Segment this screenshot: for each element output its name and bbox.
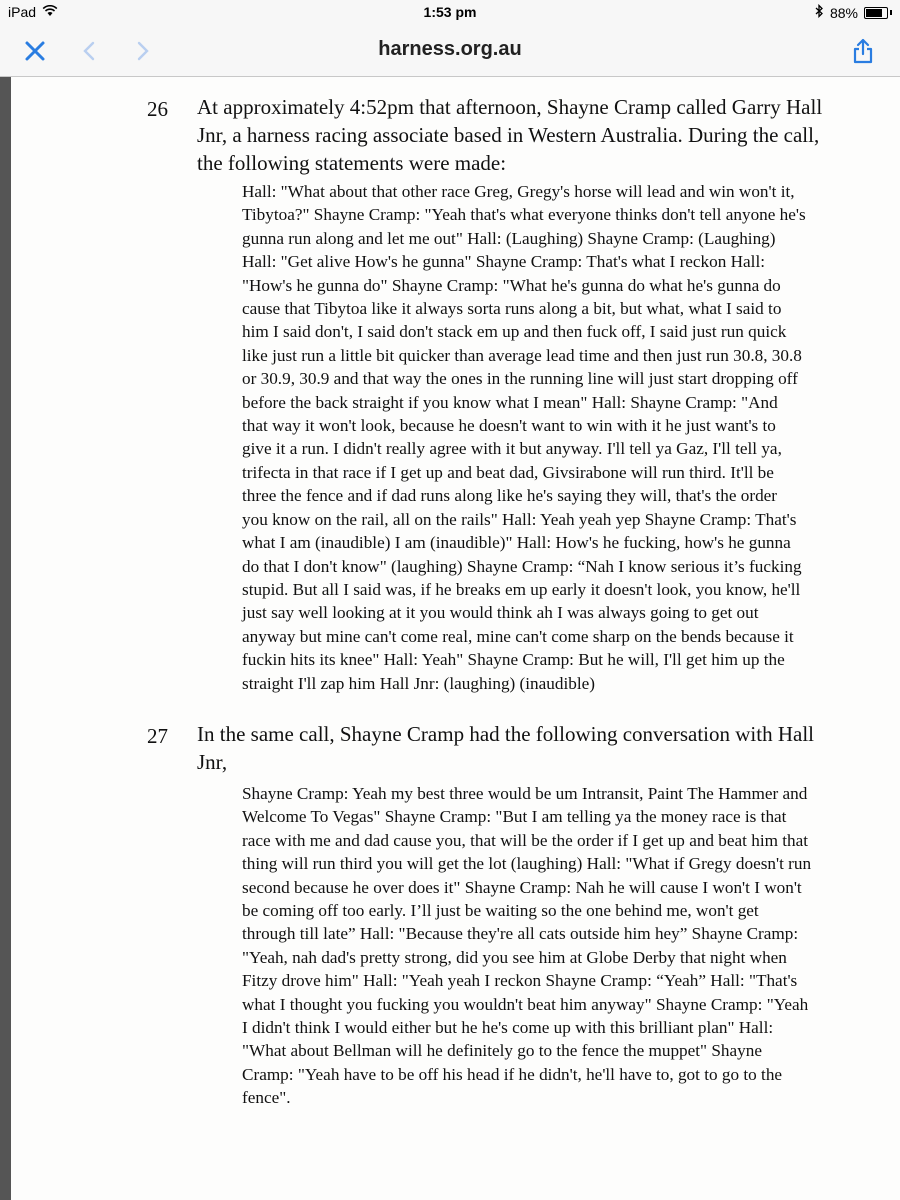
document-view[interactable] [0,77,900,1200]
battery-level [866,9,882,17]
clock: 1:53 pm [423,4,477,20]
share-icon [852,38,874,64]
paragraph-text: In the same call, Shayne Cramp had the following conversation with Hall Jnr, [197,722,815,774]
paragraph-number: 27 [147,724,168,748]
transcript-quote: Shayne Cramp: Yeah my best three would be um Intransit, Paint The Hammer and Welcome To Vegas" Shayne Cramp: "But I am telling ya the money race is that race with me and dad cause you, that will be the order if I get up and beat him that thing will run third you will get the lot (laughing) Hall: "What if Gregy doesn't run second because he over does it" Shayne Cramp: Nah he will cause I won't I won't be coming off too early. I’ll just be waiting so the one behind me, won't get through till late” Hall: "Because they're all cats outside him hey” Shayne Cramp: "Yeah, nah dad's pretty strong, did you see him at Globe Derby that night when Fitzy drove him" Hall: "Yeah yeah I reckon Shayne Cramp: “Yeah” Hall: "That's what I thought you fucking you wouldn't beat him anyway" Shayne Cramp: "Yeah I didn't think I would either but he he's come up with this brilliant plan" Hall: "What about Bellman will he definitely go to the fence the muppet" Shayne Cramp: "Yeah have to be off his head if he didn't, he'll have to, got to go to the fence". [242,784,812,1108]
share-button[interactable] [848,36,878,66]
scan-edge [0,77,11,1200]
domain-label: harness.org.au [378,38,522,60]
battery-icon [864,7,888,19]
paragraph-text: At approximately 4:52pm that afternoon, Shayne Cramp called Garry Hall Jnr, a harness racing associate based in Western Australia. During the call, the following statements were made: [197,95,823,175]
bluetooth-icon [815,4,824,21]
status-bar [0,0,900,24]
transcript-quote: Hall: "What about that other race Greg, Gregy's horse will lead and win won't it, Tibytoa?" Shayne Cramp: "Yeah that's what everyone thinks don't tell anyone he's gunna run along and let me out" Hall: (Laughing) Shayne Cramp: (Laughing) Hall: "Get alive How's he gunna" Shayne Cramp: That's what I reckon Hall: "How's he gunna do" Shayne Cramp: "What he's gunna do what he's gunna do cause that Tibytoa like it always sorta runs along a bit, but what, what I said to him I said don't, I said don't stack em up and then fuck off, I said just run quick like just run a little bit quicker than average lead time and then just run 30.8, 30.8 or 30.9, 30.9 and that way the ones in the running line will just start dropping off before the back straight if you know what I mean" Hall: Shayne Cramp: "And that way it won't look, because he doesn't want to win with it he just want's to give it a run. I didn't really agree with it but anyway. I'll tell ya Gaz, I'll tell ya, trifecta in that race if I get up and beat dad, Givsirabone will run third. It'll be three the fence and if dad runs along like he's saying they will, that's the order you know on the rail, all on the rails" Hall: Yeah yeah yep Shayne Cramp: That's what I am (inaudible) I am (inaudible)" Hall: How's he fucking, how's he gunna do that I don't know" (laughing) Shayne Cramp: “Nah I know serious it’s fucking stupid. But all I said was, if he breaks em up early it doesn't look, you know, he'll just say well looking at it you would think ah I was always going to get out anyway but mine can't come real, mine can't come sharp on the bends because it fuckin hits its knee" Hall: Yeah" Shayne Cramp: But he will, I'll get him up the straight I'll zap him Hall Jnr: (laughing) (inaudible) [242,182,806,693]
battery-percent: 88% [829,4,858,21]
browser-toolbar [0,24,900,77]
battery-tip [890,10,892,15]
paragraph-number: 26 [147,97,168,121]
device-name: iPad [8,4,37,20]
